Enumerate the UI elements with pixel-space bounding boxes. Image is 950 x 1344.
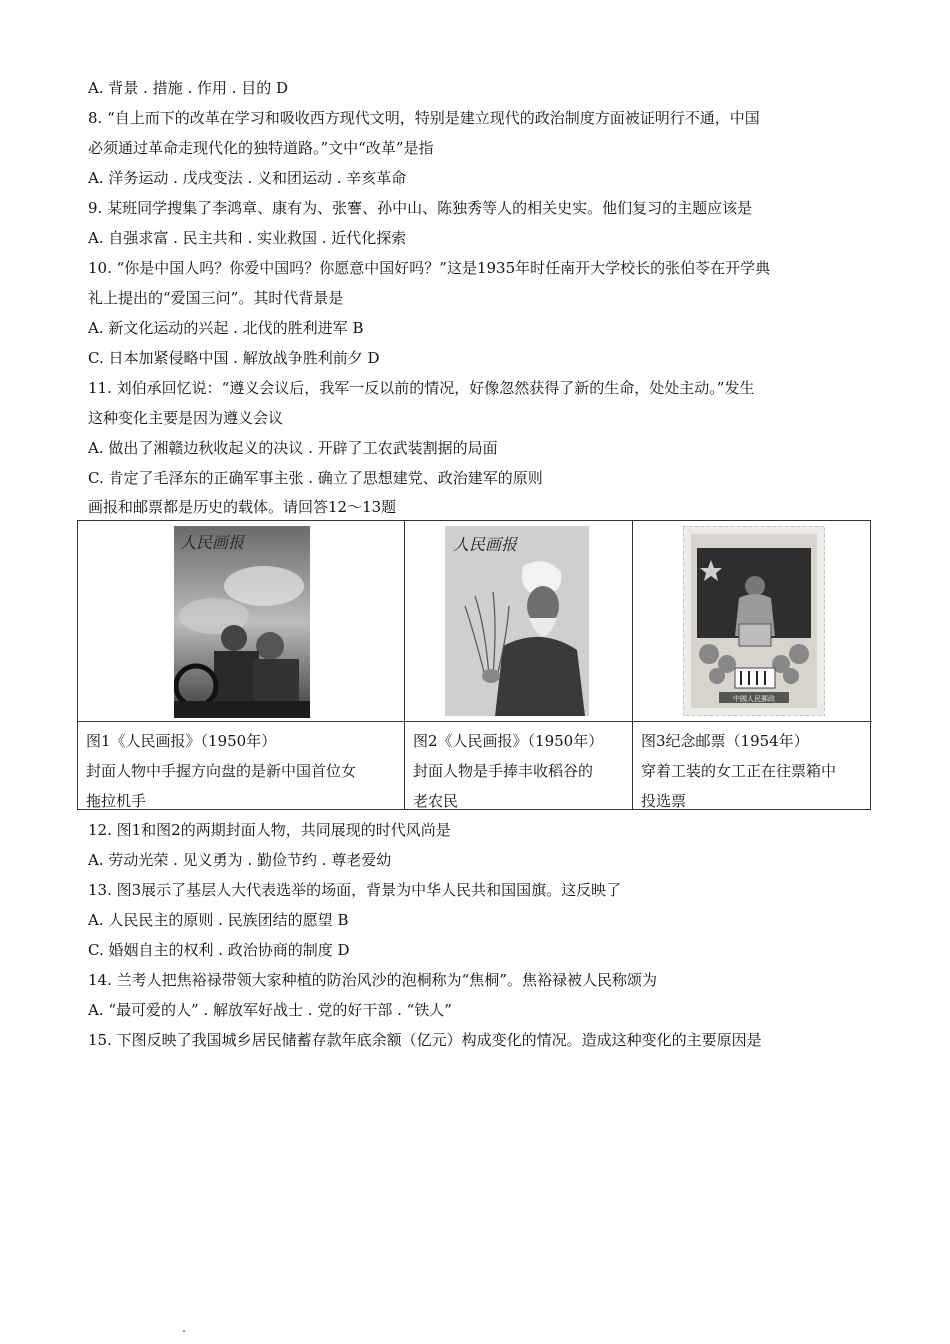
figure-3-image-area bbox=[633, 521, 872, 721]
figure-2-image-area bbox=[405, 521, 632, 721]
q8-stem-line2: 必须通过革命走现代化的独特道路。”文中“改革”是指 bbox=[88, 139, 434, 157]
q9-options: A. 自强求富 . 民主共和 . 实业救国 . 近代化探索 bbox=[88, 229, 407, 247]
q8-stem-line1: 8. “自上而下的改革在学习和吸收西方现代文明，特别是建立现代的政治制度方面被证明行不通，中国 bbox=[88, 109, 760, 127]
figure-3-stamp-text: 中國人民郵政 bbox=[733, 695, 775, 703]
figure-3-caption-line1: 穿着工装的女工正在往票箱中 bbox=[641, 762, 837, 780]
figure-2-caption-line2: 老农民 bbox=[413, 792, 459, 810]
q14-options: A. “最可爱的人” . 解放军好战士 . 党的好干部 . “铁人” bbox=[88, 1001, 452, 1019]
figure-3-cell bbox=[632, 521, 872, 809]
q11-options-ab: A. 做出了湘赣边秋收起义的决议 . 开辟了工农武装割据的局面 bbox=[88, 439, 498, 457]
q11-stem-line1: 11. 刘伯承回忆说：“遵义会议后，我军一反以前的情况，好像忽然获得了新的生命，处处主动。”发生 bbox=[88, 379, 755, 397]
figure-1-cover-image bbox=[174, 526, 310, 718]
q10-stem-line2: 礼上提出的“爱国三问”。其时代背景是 bbox=[88, 289, 344, 307]
figure-2-caption-title: 图2《人民画报》（1950年） bbox=[413, 732, 604, 750]
figure-1-caption-line2: 拖拉机手 bbox=[86, 792, 147, 810]
figure-2-caption bbox=[405, 721, 632, 809]
q13-options-ab: A. 人民民主的原则 . 民族团结的愿望 B bbox=[88, 911, 349, 929]
q13-options-cd: C. 婚姻自主的权利 . 政治协商的制度 D bbox=[88, 941, 350, 959]
q11-stem-line2: 这种变化主要是因为遵义会议 bbox=[88, 409, 284, 427]
figure-table bbox=[77, 520, 871, 810]
figure-1-caption bbox=[78, 721, 404, 809]
section-intro: 画报和邮票都是历史的载体。请回答12～13题 bbox=[88, 498, 397, 516]
page-mark bbox=[183, 1330, 185, 1332]
q14-stem: 14. 兰考人把焦裕禄带领大家种植的防治风沙的泡桐称为“焦桐”。焦裕禄被人民称颂为 bbox=[88, 971, 657, 989]
figure-1-caption-title: 图1《人民画报》（1950年） bbox=[86, 732, 277, 750]
q10-options-ab: A. 新文化运动的兴起 . 北伐的胜利进军 B bbox=[88, 319, 364, 337]
figure-2-cover-image bbox=[445, 526, 589, 716]
q13-stem: 13. 图3展示了基层人大代表选举的场面，背景为中华人民共和国国旗。这反映了 bbox=[88, 881, 622, 899]
q11-options-cd: C. 肯定了毛泽东的正确军事主张 . 确立了思想建党、政治建军的原则 bbox=[88, 469, 543, 487]
q12-stem: 12. 图1和图2的两期封面人物，共同展现的时代风尚是 bbox=[88, 821, 451, 839]
q8-options: A. 洋务运动 . 戊戌变法 . 义和团运动 . 辛亥革命 bbox=[88, 169, 407, 187]
figure-1-caption-line1: 封面人物中手握方向盘的是新中国首位女 bbox=[86, 762, 357, 780]
figure-1-image-area bbox=[78, 521, 404, 721]
q10-stem-line1: 10. “你是中国人吗？你爱中国吗？你愿意中国好吗？”这是1935年时任南开大学校长的张伯苓在开学典 bbox=[88, 259, 771, 277]
figure-1-cell bbox=[78, 521, 404, 809]
q9-stem: 9. 某班同学搜集了李鸿章、康有为、张謇、孙中山、陈独秀等人的相关史实。他们复习的主题应该是 bbox=[88, 199, 753, 217]
figure-2-caption-line1: 封面人物是手捧丰收稻谷的 bbox=[413, 762, 594, 780]
figure-3-caption-title: 图3纪念邮票（1954年） bbox=[641, 732, 809, 750]
q12-options: A. 劳动光荣 . 见义勇为 . 勤俭节约 . 尊老爱幼 bbox=[88, 851, 392, 869]
q7-options: A. 背景 . 措施 . 作用 . 目的 D bbox=[88, 79, 289, 97]
figure-3-caption-line2: 投选票 bbox=[641, 792, 687, 810]
figure-2-magazine-title: 人民画报 bbox=[453, 535, 518, 554]
figure-2-cell bbox=[404, 521, 632, 809]
q15-stem: 15. 下图反映了我国城乡居民储蓄存款年底余额（亿元）构成变化的情况。造成这种变化的主要原因是 bbox=[88, 1031, 762, 1049]
figure-3-stamp-image bbox=[683, 526, 825, 716]
figure-3-caption bbox=[633, 721, 872, 809]
figure-1-magazine-title: 人民画报 bbox=[180, 533, 245, 552]
q10-options-cd: C. 日本加紧侵略中国 . 解放战争胜利前夕 D bbox=[88, 349, 380, 367]
